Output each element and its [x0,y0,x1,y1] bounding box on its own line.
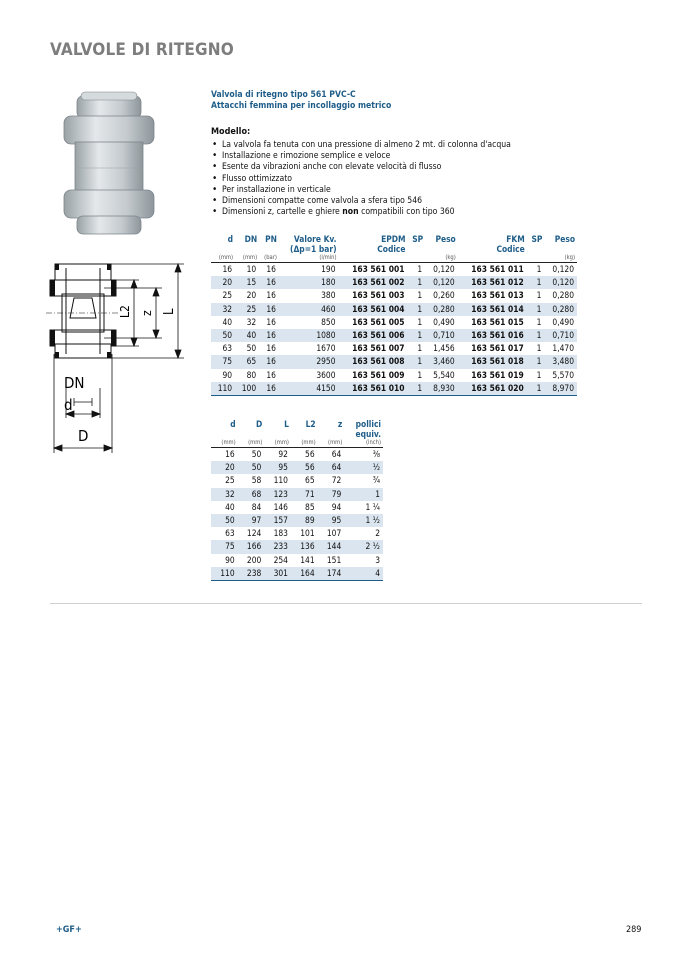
table-cell: 163 561 008 [339,355,408,368]
table-cell: 1 [527,276,545,289]
table-cell: ⅜ [344,448,383,462]
table-cell: 0,710 [425,329,458,342]
table-cell: 144 [318,540,345,553]
table-cell: 110 [211,382,235,396]
table-cell: 3 [375,554,380,565]
table-cell: 50 [211,514,238,527]
table-cell: 238 [238,567,265,581]
table-cell: 1 [408,382,426,396]
table-cell: 79 [318,488,345,501]
table-cell: 0,120 [544,276,577,289]
column-header-unit: (inch) [366,440,381,446]
table-cell: 16 [266,316,276,327]
table-cell: 163 561 005 [352,316,405,327]
column-header-h2 [235,244,259,254]
column-header-unit [408,254,426,263]
table-cell: 16 [259,263,279,277]
table-cell: 40 [235,329,259,342]
table-cell: 1 [408,355,426,368]
column-header-h1: L [284,419,289,429]
table-cell: 163 561 018 [458,355,527,368]
column-header-h1: pollici [355,419,381,429]
column-header-h2 [318,429,345,439]
table-cell: 56 [291,461,318,474]
column-header-h2 [211,244,235,254]
table-cell: 163 561 014 [458,303,527,316]
table-row [211,303,577,316]
table-cell: 40 [225,501,235,512]
table-cell: 90 [225,554,235,565]
table-cell: 101 [300,528,315,539]
drawing-label-dn: DN [64,374,85,392]
column-header-h2: equiv. [355,429,381,439]
drawing-label-L: L [162,308,177,315]
table-cell: 123 [264,488,291,501]
table-cell: 1 [417,369,423,380]
page-number: 289 [626,925,642,935]
table-cell: 163 561 020 [458,382,527,396]
table-cell: 16 [266,369,276,380]
table-cell: 254 [273,554,288,565]
table-cell: 72 [331,475,342,486]
table-cell: 1,470 [552,343,574,354]
table-cell: 151 [326,554,342,565]
column-header-unit: (kg) [445,255,456,261]
drawing-label-z: z [140,310,154,316]
table-cell: 1 [536,369,542,380]
table-cell: 124 [246,528,262,539]
table-cell: 1 [408,303,426,316]
table-cell: 1080 [279,329,339,342]
table-cell: 65 [235,355,259,368]
dimensions-table [211,419,383,581]
valve-product-image [55,90,165,240]
table-cell: 0,280 [544,303,577,316]
table-cell: 1 [344,488,383,501]
table-cell: 1 [417,316,423,327]
table-cell: 95 [318,514,345,527]
table-cell: 1 [536,316,542,327]
table-row [211,355,577,368]
table-cell: 163 561 004 [339,303,408,316]
column-header-unit: (mm) [301,440,316,446]
table-cell: 174 [318,567,345,581]
table-cell: 20 [246,290,257,301]
column-header-h2: Codice [496,244,525,254]
table-cell: 8,970 [544,382,577,396]
feature-item: • Flusso ottimizzato [211,174,511,185]
table-cell: 50 [238,448,265,462]
table-cell: 190 [279,263,339,277]
table-cell: 71 [291,488,318,501]
table-cell: 64 [318,448,345,462]
column-header-h1: D [256,419,263,429]
table-row [211,316,577,329]
table-cell: 163 561 017 [471,343,524,354]
table-row [211,540,383,553]
table-cell: 25 [222,290,233,301]
table-row [211,382,577,396]
table-cell: 164 [291,567,318,581]
table-cell: 75 [211,540,238,553]
table-cell: 95 [264,461,291,474]
column-header-h1: EPDM [381,234,406,244]
table-cell: 32 [211,488,238,501]
column-header-h2 [259,244,279,254]
table-cell: 4150 [279,382,339,396]
table-cell: 20 [211,276,235,289]
feature-item: • Esente da vibrazioni anche con elevate velocità di flusso [211,162,511,173]
table-cell: 100 [235,382,259,396]
table-cell: 15 [235,276,259,289]
column-header-unit [527,254,545,263]
table-row [211,276,577,289]
table-cell: 0,120 [544,263,577,277]
table-cell: ½ [344,461,383,474]
table-cell: 56 [291,448,318,462]
table-cell: 2950 [279,355,339,368]
table-cell: 32 [246,316,257,327]
column-header-h1: DN [244,234,258,244]
table-cell: 1 [527,329,545,342]
table-cell: 0,490 [433,316,455,327]
table-cell: 8,930 [425,382,458,396]
table-row [211,514,383,527]
table-cell: 163 561 009 [352,369,405,380]
table-cell: 10 [235,263,259,277]
table-cell: 163 561 013 [471,290,524,301]
table-row [211,369,577,382]
feature-item: • Dimensioni z, cartelle e ghiere non compatibili con tipo 360 [211,207,511,218]
table-row [211,263,577,277]
table-cell: 5,570 [552,369,574,380]
column-header-h2 [238,429,265,439]
table-cell: 50 [211,329,235,342]
column-header-h1: FKM [506,234,525,244]
table-cell: 94 [331,501,342,512]
table-cell: 1 [536,343,542,354]
table-cell: 157 [264,514,291,527]
column-header-unit: (mm) [221,440,236,446]
column-header-h1: z [337,419,343,429]
feature-item: • Installazione e rimozione semplice e veloce [211,151,511,162]
table-row [211,474,383,487]
table-cell: 163 561 007 [352,343,405,354]
table-cell: 163 561 010 [339,382,408,396]
table-cell: 0,490 [552,316,574,327]
table-cell: 25 [235,303,259,316]
subtitle-line-1: Valvola di ritegno tipo 561 PVC-C [211,90,356,100]
table-cell: 200 [246,554,262,565]
table-cell: 16 [259,329,279,342]
table-cell: 1 ½ [344,514,383,527]
subtitle-line-2: Attacchi femmina per incollaggio metrico [211,101,392,111]
table-cell: 20 [211,461,238,474]
table-cell: 3,460 [425,355,458,368]
table-row [211,501,383,514]
table-cell: 89 [291,514,318,527]
table-cell: 163 561 015 [471,316,524,327]
table-cell: 3600 [316,369,336,380]
column-header-h2 [425,244,458,254]
table-cell: 1 [408,329,426,342]
table-cell: 40 [222,316,233,327]
table-cell: 850 [321,316,336,327]
feature-item: • La valvola fa tenuta con una pressione di almeno 2 mt. di colonna d'acqua [211,140,511,151]
column-header-unit: (mm) [218,255,234,261]
table-cell: 1670 [316,343,336,354]
table-cell: 163 561 019 [471,369,524,380]
table-cell: 163 561 006 [339,329,408,342]
table-cell: 16 [259,276,279,289]
column-header-unit: (bar) [264,255,277,261]
table-cell: 1 [527,303,545,316]
table-cell: 163 561 002 [339,276,408,289]
table-cell: 97 [238,514,265,527]
table-cell: 1 [417,343,423,354]
column-header-h1: Peso [435,234,456,244]
table-cell: 1 [417,290,423,301]
table-cell: 163 561 003 [352,290,405,301]
column-header-h2 [291,429,318,439]
table-row [211,448,383,462]
table-cell: 80 [246,369,257,380]
table-cell: 3,480 [544,355,577,368]
column-header-unit: (l/min) [319,255,337,261]
table-cell: 85 [305,501,315,512]
column-header-unit: (mm) [242,255,258,261]
table-cell: 0,260 [433,290,455,301]
column-header-unit: (mm) [328,440,343,446]
table-cell: 233 [264,540,291,553]
table-cell: 180 [279,276,339,289]
table-cell: 16 [211,448,238,462]
column-header-h1: L2 [305,419,316,429]
table-cell: 141 [300,554,315,565]
table-cell: 16 [211,263,235,277]
column-header-unit: (mm) [274,440,289,446]
table-cell: 2 ½ [344,540,383,553]
column-header-unit [339,254,408,263]
table-cell: 1 [408,263,426,277]
column-header-h1: SP [412,234,424,244]
table-cell: 16 [266,290,276,301]
table-cell: 1 [527,355,545,368]
table-cell: 2 [375,528,380,539]
table-cell: 4 [344,567,383,581]
column-header-h1: d [230,419,236,429]
table-cell: 1 [408,276,426,289]
modello-heading: Modello: [211,127,251,137]
section-divider [50,603,642,604]
table-cell: 16 [266,343,276,354]
table-cell: 380 [321,290,336,301]
table-cell: 65 [305,475,315,486]
table-cell: 0,280 [552,290,574,301]
table-cell: 1 [536,290,542,301]
codes-table [211,234,577,396]
column-header-h2: Codice [377,244,406,254]
table-cell: 63 [222,343,233,354]
column-header-unit [458,254,527,263]
table-cell: 5,540 [433,369,455,380]
column-header-h1: Valore Kv. [293,234,337,244]
column-header-h2: (Δp=1 bar) [290,244,337,254]
table-cell: 64 [318,461,345,474]
column-header-h2 [264,429,291,439]
table-cell: 32 [211,303,235,316]
table-cell: 1 [527,382,545,396]
page-title: VALVOLE DI RITEGNO [50,40,234,60]
column-header-h2 [527,244,545,254]
table-cell: 301 [264,567,291,581]
table-cell: 1,456 [433,343,455,354]
table-cell: 16 [259,303,279,316]
table-cell: 68 [238,488,265,501]
table-cell: 92 [264,448,291,462]
table-row [211,527,383,540]
table-cell: 183 [273,528,288,539]
table-cell: 146 [273,501,288,512]
table-row [211,342,577,355]
feature-list [211,140,511,218]
table-cell: 50 [238,461,265,474]
table-cell: 1 [527,263,545,277]
table-cell: 0,280 [425,303,458,316]
table-cell: 84 [251,501,262,512]
drawing-label-L2: L2 [118,305,132,318]
table-cell: 16 [259,382,279,396]
column-header-h1: Peso [554,234,575,244]
table-cell: 166 [238,540,265,553]
column-header-unit: (kg) [564,255,575,261]
table-row [211,289,577,302]
table-row [211,567,383,581]
column-header-h1: PN [265,234,277,244]
table-cell: 163 561 011 [458,263,527,277]
table-cell: 1 ¼ [365,501,380,512]
drawing-label-D: D [78,427,89,445]
feature-item: • Per installazione in verticale [211,185,511,196]
table-cell: 0,120 [425,263,458,277]
table-row [211,554,383,567]
table-cell: 90 [222,369,233,380]
column-header-h1: d [227,234,234,244]
table-cell: 136 [291,540,318,553]
table-cell: 63 [225,528,235,539]
table-cell: 163 561 016 [458,329,527,342]
column-header-h1: SP [531,234,543,244]
product-subtitle [211,90,391,112]
table-cell: 75 [211,355,235,368]
table-cell: 107 [326,528,342,539]
table-cell: 16 [259,355,279,368]
table-cell: 163 561 012 [458,276,527,289]
column-header-h2 [544,244,577,254]
feature-item: • Dimensioni compatte come valvola a sfera tipo 546 [211,196,511,207]
table-cell: 58 [251,475,262,486]
table-cell: 0,120 [425,276,458,289]
column-header-h2 [408,244,426,254]
table-cell: ¾ [372,475,380,486]
table-cell: 25 [225,475,235,486]
drawing-label-d-small: d [64,396,73,414]
table-cell: 110 [211,567,238,581]
table-cell: 0,710 [544,329,577,342]
table-row [211,461,383,474]
table-row [211,329,577,342]
table-cell: 163 561 001 [339,263,408,277]
table-cell: 110 [273,475,288,486]
table-cell: 460 [279,303,339,316]
table-cell: 50 [246,343,257,354]
valve-technical-drawing [44,258,189,458]
gf-logo: +GF+ [56,925,82,935]
column-header-unit: (mm) [248,440,263,446]
column-header-h2 [211,429,238,439]
table-row [211,488,383,501]
